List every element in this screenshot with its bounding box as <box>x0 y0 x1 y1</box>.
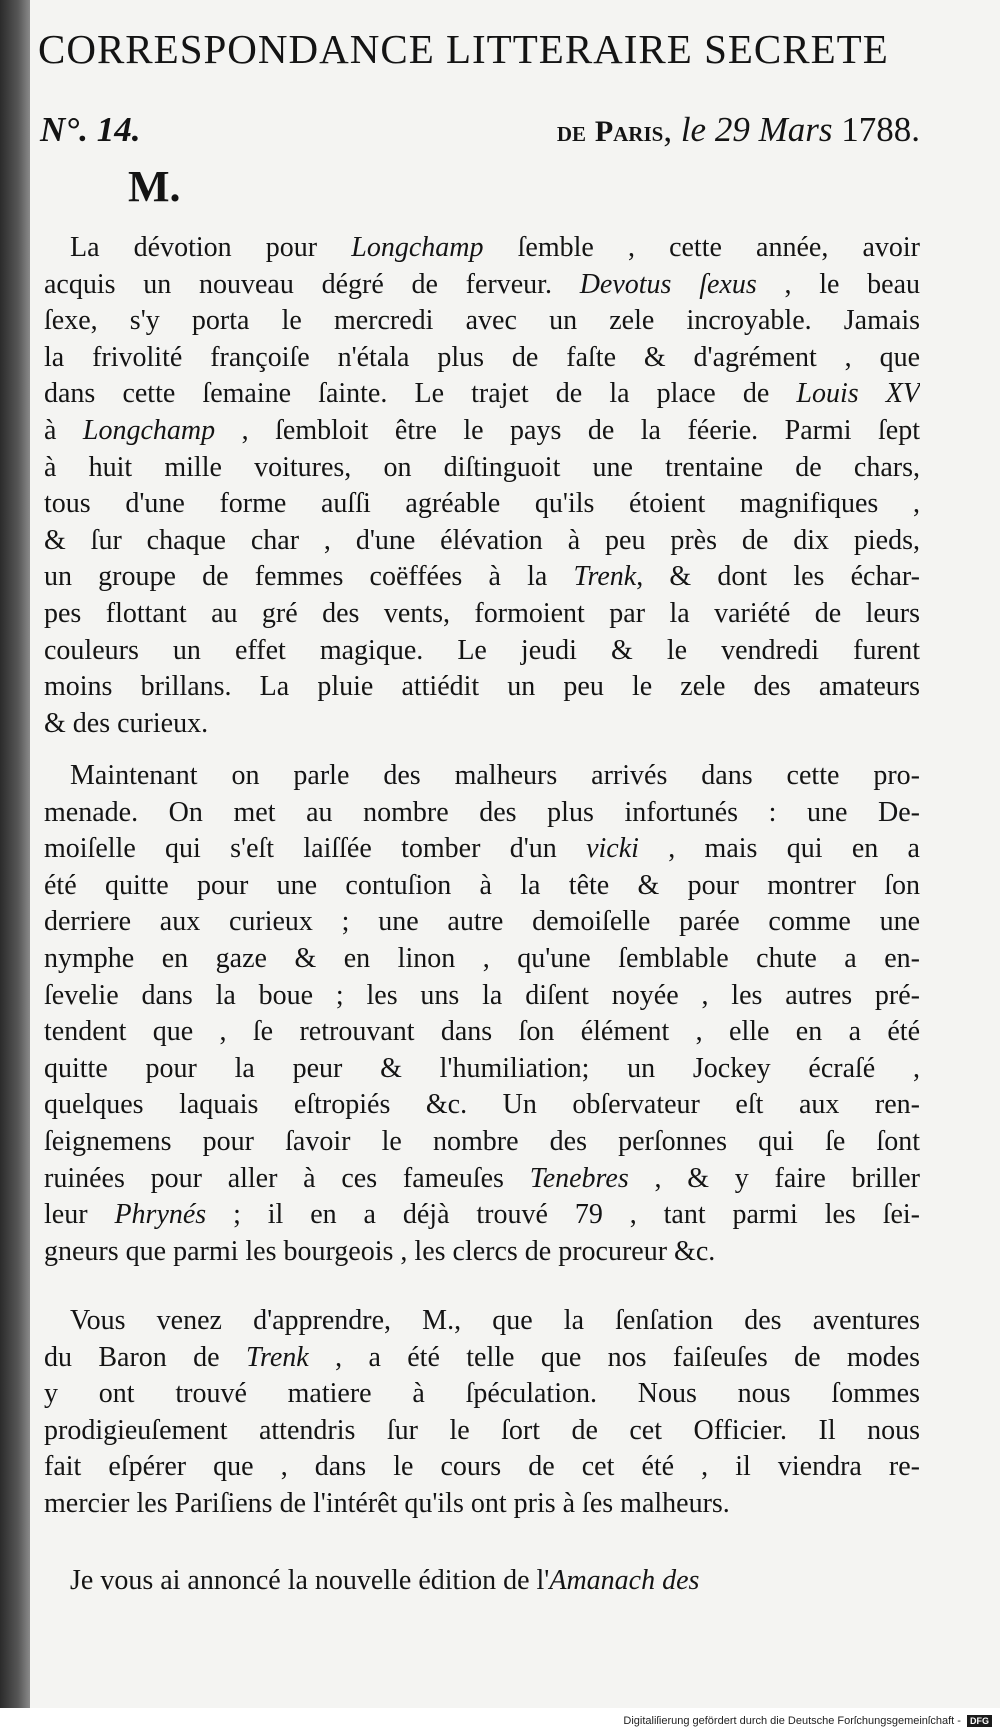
text-line: dans cette ſemaine ſainte. Le trajet de la place de Louis XV <box>44 378 920 410</box>
text-line: & des curieux. <box>44 707 209 739</box>
dateline-month: Mars <box>758 110 833 149</box>
italic-phrase: Longchamp <box>82 414 216 446</box>
text-line: menade. On met au nombre des plus infortunés : une De- <box>44 796 920 828</box>
text-line: fait eſpérer que , dans le cours de cet été , il viendra re- <box>44 1451 920 1483</box>
text-line: à huit mille voitures, on diſtinguoit une trentaine de chars, <box>44 451 920 483</box>
text-line: prodigieuſement attendris ſur le ſort de cet Officier. Il nous <box>44 1414 920 1446</box>
text-line: moins brillans. La pluie attiédit un peu le zele des amateurs <box>44 671 920 703</box>
italic-phrase: Trenk <box>573 561 637 593</box>
text-line: quelques laquais eſtropiés &c. Un obſervateur eſt aux ren- <box>44 1089 920 1121</box>
dateline <box>557 108 920 154</box>
digitization-credit <box>623 1715 992 1727</box>
italic-phrase: Longchamp <box>351 232 484 263</box>
text-line: tendent que , ſe retrouvant dans ſon élément , elle en a été <box>44 1016 920 1048</box>
text-line: leur Phrynés ; il en a déjà trouvé 79 , tant parmi les ſei- <box>44 1199 920 1231</box>
text-line: y ont trouvé matiere à ſpéculation. Nous nous ſommes <box>44 1378 920 1410</box>
dateline-comma: , <box>663 110 681 149</box>
text-line: nymphe en gaze & en linon , qu'une ſemblable chute a en- <box>44 942 920 974</box>
dateline-city: Paris <box>594 115 664 148</box>
italic-phrase: Amanach des <box>549 1565 700 1596</box>
text-line: ruinées pour aller à ces fameuſes Tenebres , & y faire briller <box>44 1162 920 1194</box>
dateline-prefix: de <box>556 115 587 148</box>
issue-number: N°. 14. <box>40 110 141 149</box>
text-line: pes flottant au gré des vents, formoient par la variété de leurs <box>44 597 920 629</box>
text-line: acquis un nouveau dégré de ferveur. Devotus ſexus , le beau <box>44 268 920 300</box>
text-line: à Longchamp , ſembloit être le pays de la féerie. Parmi ſept <box>44 414 920 446</box>
italic-phrase: Louis XV <box>796 378 920 410</box>
book-binding-edge <box>0 0 30 1730</box>
text-line: ſeignemens pour ſavoir le nombre des perſonnes qui ſe ſont <box>44 1125 920 1157</box>
paragraph-longchamp <box>44 230 920 742</box>
text-line: derriere aux curieux ; une autre demoiſelle parée comme une <box>44 906 920 938</box>
text-line: un groupe de femmes coëffées à la Trenk, & dont les échar- <box>44 561 920 593</box>
text-line: gneurs que parmi les bourgeois , les clercs de procureur &c. <box>44 1235 716 1267</box>
italic-phrase: Phrynés <box>114 1199 207 1231</box>
italic-phrase: vicki <box>586 833 639 865</box>
text-line: Maintenant on parle des malheurs arrivés dans cette pro- <box>70 760 920 791</box>
issue-line <box>40 108 920 158</box>
digitization-credit-text: Digitaliſierung gefördert durch die Deutsche Forſchungsgemeinſchaft - <box>623 1715 961 1727</box>
italic-phrase: Tenebres <box>529 1162 629 1194</box>
paragraph-malheurs <box>44 758 920 1270</box>
text-line: mercier les Pariſiens de l'intérêt qu'ils ont pris à ſes malheurs. <box>44 1487 730 1519</box>
text-line: du Baron de Trenk , a été telle que nos faiſeuſes de modes <box>44 1341 920 1373</box>
text-line: été quitte pour une contuſion à la tête & pour montrer ſon <box>44 869 920 901</box>
italic-phrase: Devotus ſexus <box>579 268 757 300</box>
running-head: CORRESPONDANCE LITTERAIRE SECRETE <box>38 26 889 72</box>
dateline-year: 1788. <box>841 110 920 149</box>
text-line: ſexe, s'y porta le mercredi avec un zele incroyable. Jamais <box>44 305 920 337</box>
paragraph-trenk <box>44 1303 920 1523</box>
text-line: couleurs un effet magique. Le jeudi & le vendredi furent <box>44 634 920 666</box>
text-line: Je vous ai annoncé la nouvelle édition de l'Amanach des <box>70 1565 700 1596</box>
text-line: moiſelle qui s'eſt laiſſée tomber d'un vicki , mais qui en a <box>44 833 920 865</box>
dfg-logo: DFG <box>967 1715 992 1727</box>
text-line: quitte pour la peur & l'humiliation; un Jockey écraſé , <box>44 1052 920 1084</box>
text-line: Vous venez d'apprendre, M., que la ſenſation des aventures <box>70 1305 920 1336</box>
text-line: & ſur chaque char , d'une élévation à peu près de dix pieds, <box>44 524 920 556</box>
text-line: ſevelie dans la boue ; les uns la diſent noyée , les autres pré- <box>44 979 920 1011</box>
text-line: la frivolité françoiſe n'étala plus de faſte & d'agrément , que <box>44 341 920 373</box>
italic-phrase: Trenk <box>245 1341 309 1373</box>
text-line: tous d'une forme auſſi agréable qu'ils étoient magnifiques , <box>44 488 920 520</box>
dateline-day: le 29 <box>680 110 750 149</box>
text-line: La dévotion pour Longchamp ſemble , cette année, avoir <box>70 232 920 263</box>
paragraph-almanach <box>44 1563 920 1600</box>
salutation: M. <box>128 162 181 211</box>
